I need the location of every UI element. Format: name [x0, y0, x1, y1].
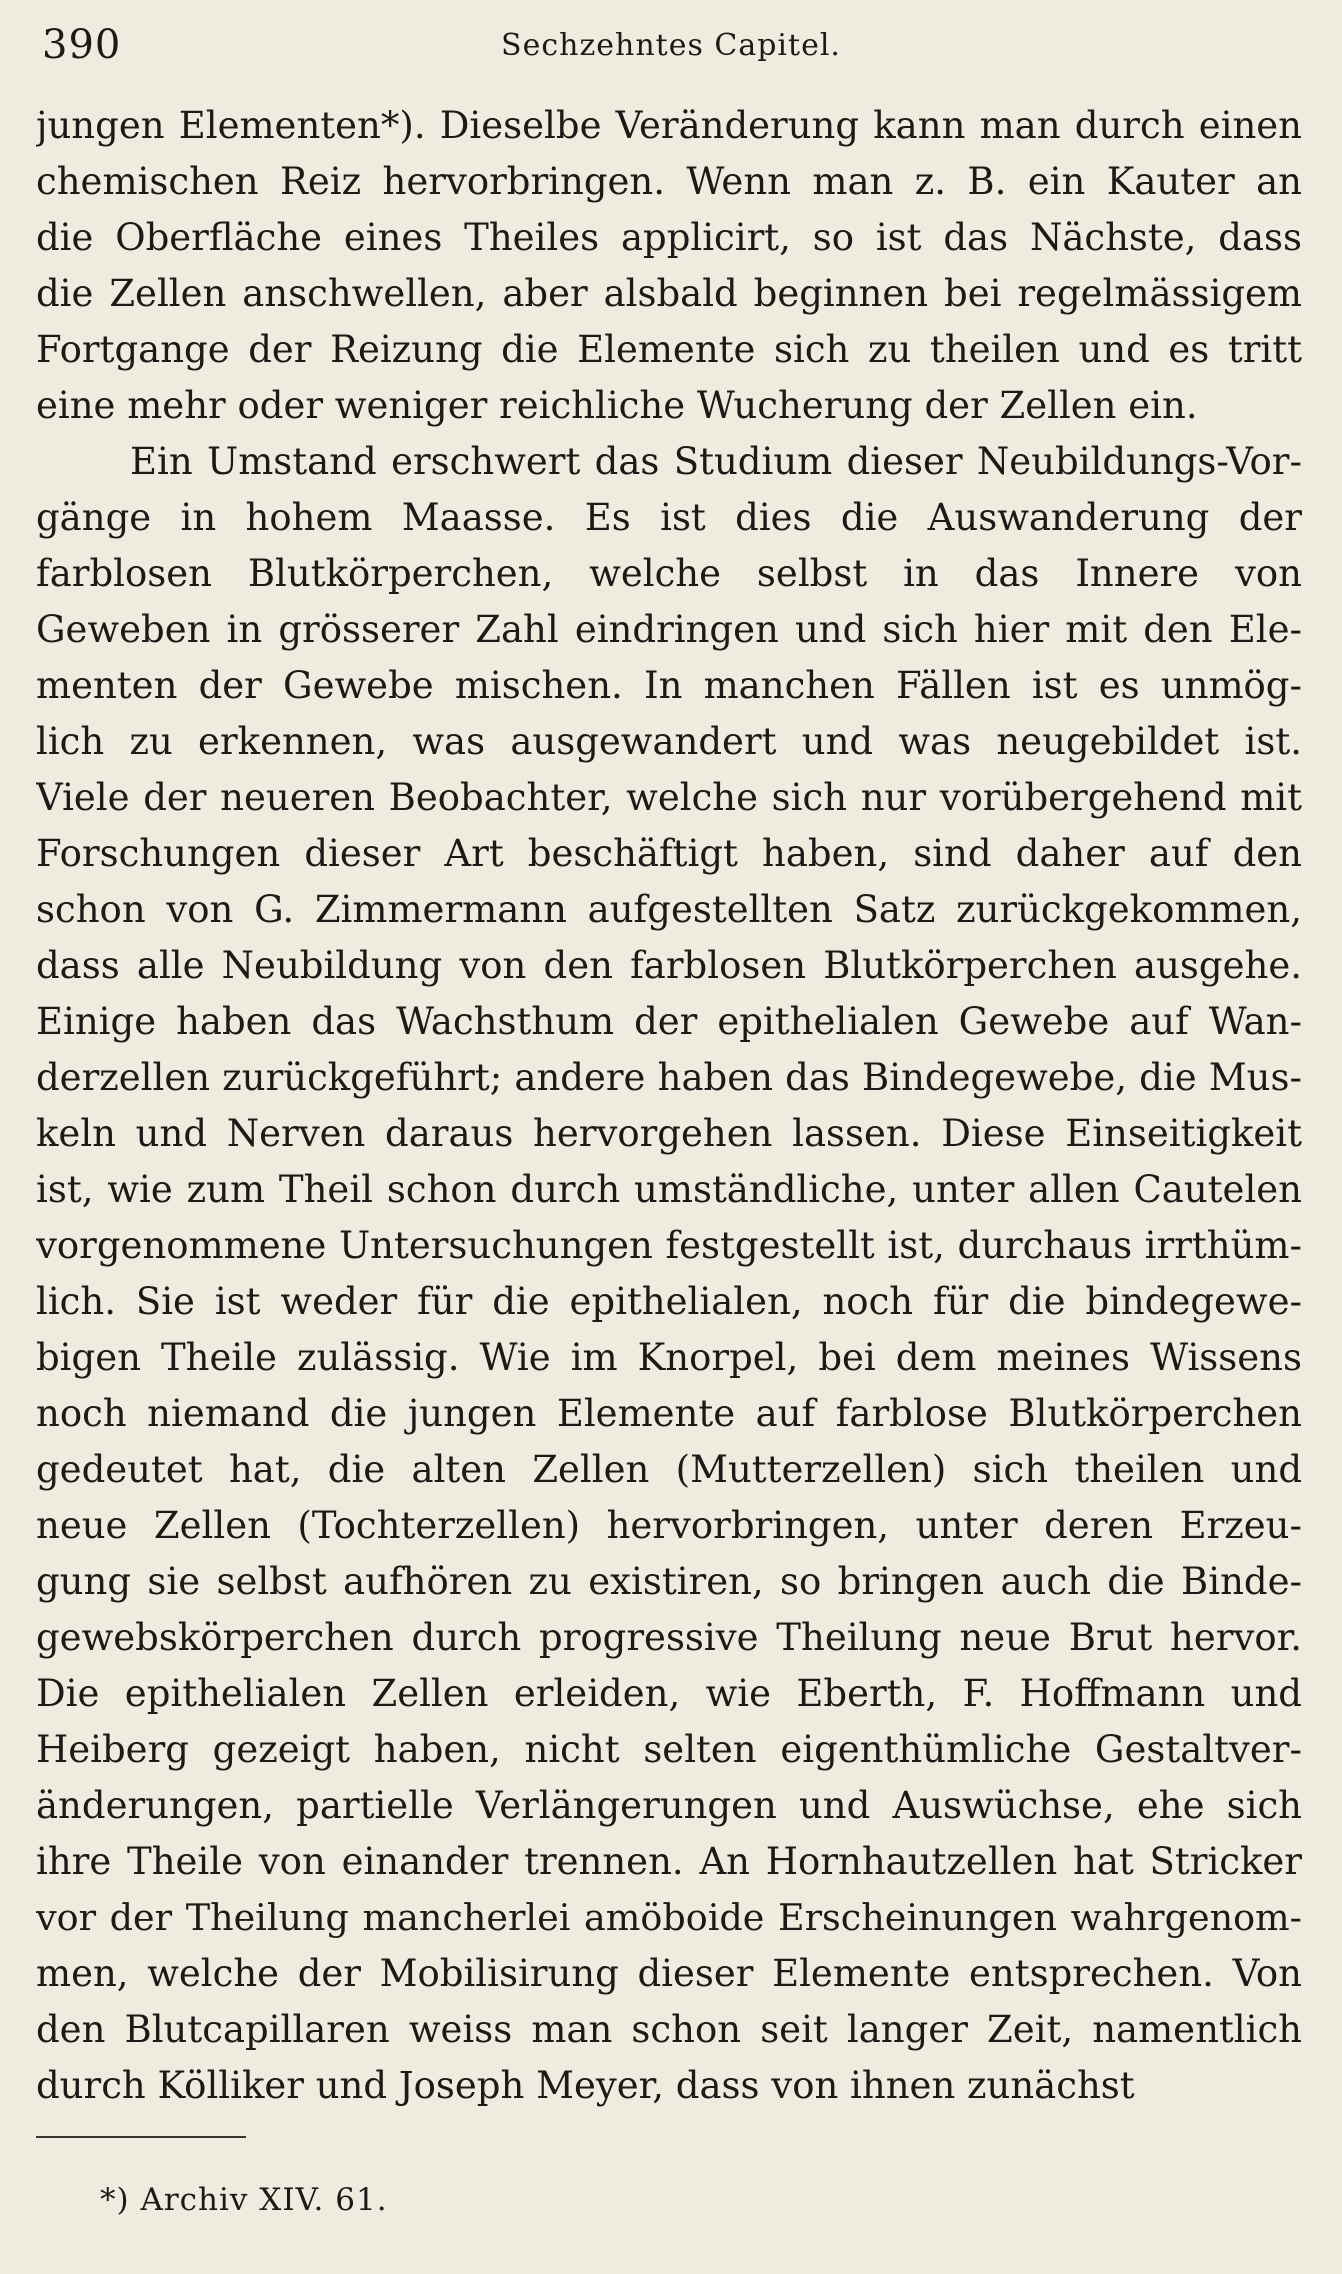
text-line: Die epithelialen Zellen erleiden, wie Eberth, F. Hoffmann und: [36, 1672, 1302, 1715]
text-line: Fortgange der Reizung die Elemente sich zu theilen und es tritt: [36, 328, 1302, 371]
text-line: vor der Theilung mancherlei amöboide Erscheinungen wahrgenom-: [36, 1896, 1302, 1939]
text-line: Ein Umstand erschwert das Studium dieser Neubildungs-Vor-: [130, 440, 1302, 483]
text-line: lich. Sie ist weder für die epithelialen, noch für die bindegewe-: [36, 1280, 1302, 1323]
text-line: Geweben in grösserer Zahl eindringen und sich hier mit den Ele-: [36, 608, 1302, 651]
text-line: farblosen Blutkörperchen, welche selbst in das Innere von: [36, 552, 1302, 595]
text-line: gung sie selbst aufhören zu existiren, so bringen auch die Binde-: [36, 1560, 1302, 1603]
text-line: jungen Elementen*). Dieselbe Veränderung kann man durch einen: [36, 104, 1302, 147]
text-line: dass alle Neubildung von den farblosen Blutkörperchen ausgehe.: [36, 944, 1302, 987]
page-header: [0, 18, 1342, 78]
text-line: keln und Nerven daraus hervorgehen lassen. Diese Einseitigkeit: [36, 1112, 1302, 1155]
text-line: gewebskörperchen durch progressive Theilung neue Brut hervor.: [36, 1616, 1302, 1659]
running-head: Sechzehntes Capitel.: [501, 28, 841, 63]
footnote: *) Archiv XIV. 61.: [100, 2182, 388, 2218]
page-number: 390: [42, 22, 122, 68]
text-line: änderungen, partielle Verlängerungen und Auswüchse, ehe sich: [36, 1784, 1302, 1827]
text-line: lich zu erkennen, was ausgewandert und was neugebildet ist.: [36, 720, 1302, 763]
text-line: Einige haben das Wachsthum der epithelialen Gewebe auf Wan-: [36, 1000, 1302, 1043]
text-line: Viele der neueren Beobachter, welche sich nur vorübergehend mit: [36, 776, 1302, 819]
text-line: gänge in hohem Maasse. Es ist dies die Auswanderung der: [36, 496, 1302, 539]
text-line: noch niemand die jungen Elemente auf farblose Blutkörperchen: [36, 1392, 1302, 1435]
text-line: gedeutet hat, die alten Zellen (Mutterzellen) sich theilen und: [36, 1448, 1302, 1491]
text-line: ihre Theile von einander trennen. An Hornhautzellen hat Stricker: [36, 1840, 1302, 1883]
text-line: menten der Gewebe mischen. In manchen Fällen ist es unmög-: [36, 664, 1302, 707]
text-line: men, welche der Mobilisirung dieser Elemente entsprechen. Von: [36, 1952, 1302, 1995]
footnote-rule: [36, 2136, 246, 2138]
text-line: schon von G. Zimmermann aufgestellten Satz zurückgekommen,: [36, 888, 1302, 931]
text-line: ist, wie zum Theil schon durch umständliche, unter allen Cautelen: [36, 1168, 1302, 1211]
text-line: Heiberg gezeigt haben, nicht selten eigenthümliche Gestaltver-: [36, 1728, 1302, 1771]
text-line: den Blutcapillaren weiss man schon seit langer Zeit, namentlich: [36, 2008, 1302, 2051]
text-line: chemischen Reiz hervorbringen. Wenn man z. B. ein Kauter an: [36, 160, 1302, 203]
text-line: Forschungen dieser Art beschäftigt haben, sind daher auf den: [36, 832, 1302, 875]
body-text: [36, 98, 1302, 2114]
text-line: durch Kölliker und Joseph Meyer, dass von ihnen zunächst: [36, 2064, 1135, 2107]
text-line: die Oberfläche eines Theiles applicirt, so ist das Nächste, dass: [36, 216, 1302, 259]
text-line: eine mehr oder weniger reichliche Wucherung der Zellen ein.: [36, 384, 1198, 427]
text-line: bigen Theile zulässig. Wie im Knorpel, bei dem meines Wissens: [36, 1336, 1302, 1379]
text-line: vorgenommene Untersuchungen festgestellt ist, durchaus irrthüm-: [36, 1224, 1302, 1267]
text-line: derzellen zurückgeführt; andere haben das Bindegewebe, die Mus-: [36, 1056, 1302, 1099]
text-line: die Zellen anschwellen, aber alsbald beginnen bei regelmässigem: [36, 272, 1302, 315]
text-line: neue Zellen (Tochterzellen) hervorbringen, unter deren Erzeu-: [36, 1504, 1302, 1547]
